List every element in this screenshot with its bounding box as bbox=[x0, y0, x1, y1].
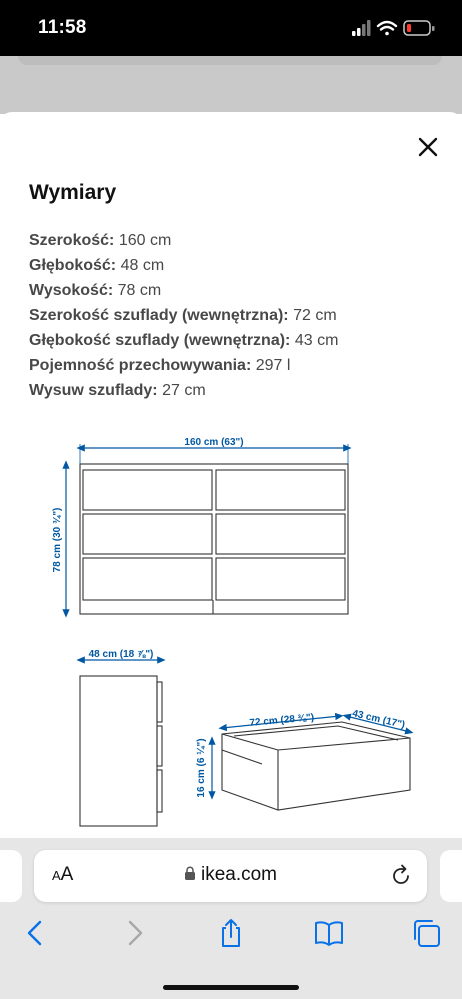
status-bar bbox=[0, 0, 462, 56]
spec-label: Pojemność przechowywania: bbox=[29, 357, 252, 374]
spec-value: 72 cm bbox=[288, 307, 337, 324]
drawer-height-label: 16 cm (6 ¼") bbox=[196, 738, 207, 798]
backdrop-card bbox=[18, 56, 442, 65]
spec-value: 27 cm bbox=[157, 382, 206, 399]
spec-value: 78 cm bbox=[113, 282, 162, 299]
spec-row-depth bbox=[29, 253, 338, 278]
lock-icon bbox=[184, 866, 196, 881]
status-icons bbox=[352, 18, 440, 40]
spec-row-drawer-depth bbox=[29, 328, 338, 353]
url-display[interactable] bbox=[34, 864, 427, 886]
previous-tab-preview[interactable] bbox=[0, 850, 22, 902]
next-tab-preview[interactable] bbox=[440, 850, 462, 902]
spec-value: 48 cm bbox=[116, 257, 165, 274]
spec-value: 43 cm bbox=[290, 332, 339, 349]
chest-side-view bbox=[80, 676, 162, 826]
spec-label: Wysuw szuflady: bbox=[29, 382, 158, 399]
text-size-large: A bbox=[60, 864, 74, 885]
spec-row-drawer-width bbox=[29, 303, 338, 328]
url-text: ikea.com bbox=[200, 864, 278, 885]
drawer-depth-label: 43 cm (17") bbox=[351, 708, 406, 731]
spec-row-extension bbox=[29, 378, 338, 403]
forward-button[interactable] bbox=[118, 917, 150, 949]
tabs-button[interactable] bbox=[410, 917, 442, 949]
width-label: 160 cm (63") bbox=[184, 437, 244, 448]
spec-label: Wysokość: bbox=[29, 282, 114, 299]
bookmarks-icon bbox=[313, 917, 345, 949]
sheet-title: Wymiary bbox=[29, 181, 117, 204]
address-bar[interactable] bbox=[34, 850, 427, 902]
close-button[interactable] bbox=[413, 132, 443, 162]
drawer-view bbox=[222, 722, 410, 810]
spec-label: Szerokość: bbox=[29, 232, 115, 249]
tabs-icon bbox=[410, 917, 442, 949]
status-time: 11:58 bbox=[38, 17, 87, 38]
battery-icon bbox=[404, 21, 435, 35]
spec-label: Głębokość: bbox=[29, 257, 117, 274]
spec-row-storage bbox=[29, 353, 338, 378]
share-icon bbox=[215, 917, 247, 949]
share-button[interactable] bbox=[215, 917, 247, 949]
text-size-small: A bbox=[52, 868, 61, 883]
spec-row-height bbox=[29, 278, 338, 303]
spec-value: 297 l bbox=[251, 357, 291, 374]
dimension-diagram bbox=[0, 420, 462, 840]
chest-front-view bbox=[80, 464, 348, 614]
spec-value: 160 cm bbox=[114, 232, 172, 249]
home-indicator bbox=[163, 985, 299, 990]
forward-icon bbox=[118, 917, 150, 949]
height-label: 78 cm (30 ¾") bbox=[52, 507, 63, 573]
reload-button[interactable] bbox=[391, 863, 413, 892]
bookmarks-button[interactable] bbox=[313, 917, 345, 949]
signal-icon bbox=[352, 20, 371, 36]
spec-list bbox=[29, 228, 338, 403]
close-icon bbox=[418, 137, 438, 157]
drawer-width-label: 72 cm (28 ⅜") bbox=[249, 712, 315, 729]
spec-label: Głębokość szuflady (wewnętrzna): bbox=[29, 332, 291, 349]
back-button[interactable] bbox=[20, 917, 52, 949]
depth-label: 48 cm (18 ⅞") bbox=[88, 649, 154, 660]
back-icon bbox=[20, 917, 52, 949]
reload-icon bbox=[391, 863, 413, 887]
wifi-icon bbox=[378, 22, 396, 35]
spec-label: Szerokość szuflady (wewnętrzna): bbox=[29, 307, 289, 324]
spec-row-width bbox=[29, 228, 338, 253]
